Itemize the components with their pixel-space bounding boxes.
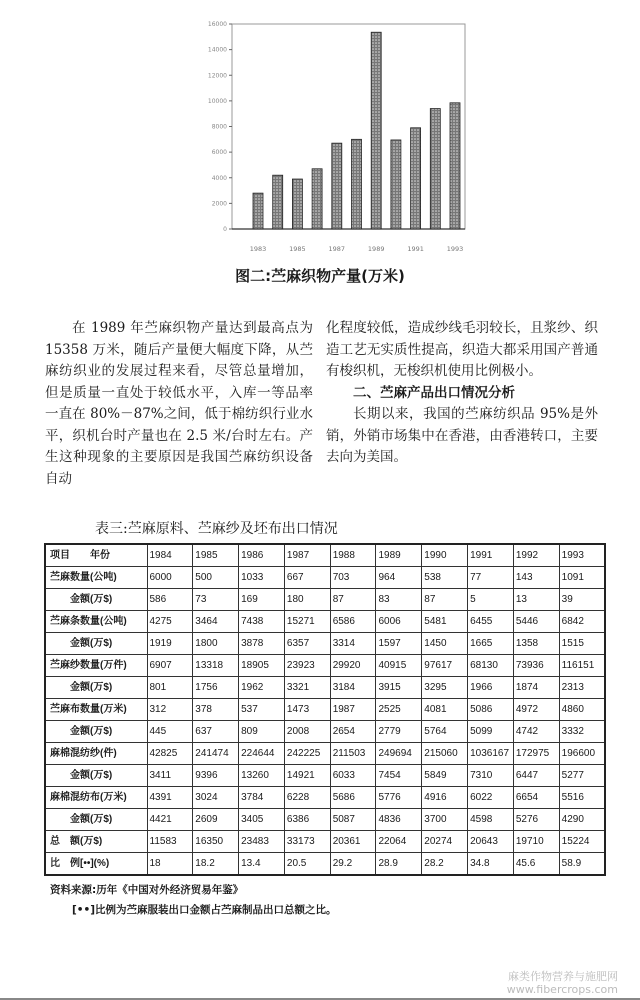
export-table [44, 543, 606, 876]
table-cell: 1515 [559, 633, 605, 655]
row-label: 金额(万$) [45, 633, 147, 655]
row-label: 金额(万$) [45, 809, 147, 831]
row-label: 苎麻布数量(万米) [45, 699, 147, 721]
table-cell: 4742 [513, 721, 559, 743]
table-cell: 20274 [422, 831, 468, 853]
table-cell: 667 [284, 567, 330, 589]
table-cell: 4916 [422, 787, 468, 809]
table-cell: 4275 [147, 611, 193, 633]
table-cell: 1665 [468, 633, 514, 655]
bar-1984 [273, 175, 283, 229]
table-cell: 6455 [468, 611, 514, 633]
bar-1987 [332, 143, 342, 229]
table-cell: 18905 [239, 655, 285, 677]
table-cell: 13318 [193, 655, 239, 677]
table-cell: 77 [468, 567, 514, 589]
table-row [45, 677, 605, 699]
y-tick-label: 16000 [207, 21, 227, 28]
x-tick-label: 1991 [407, 245, 424, 253]
table-cell: 5849 [422, 765, 468, 787]
table-cell: 42825 [147, 743, 193, 765]
table-row [45, 589, 605, 611]
bar-1992 [430, 109, 440, 229]
table-source: 资料来源:历年《中国对外经济贸易年鉴》 [50, 884, 244, 896]
table-cell: 22064 [376, 831, 422, 853]
table-cell: 28.2 [422, 853, 468, 876]
table-cell: 4290 [559, 809, 605, 831]
table-cell: 3700 [422, 809, 468, 831]
table-cell: 6386 [284, 809, 330, 831]
row-label: 金额(万$) [45, 765, 147, 787]
table-cell: 143 [513, 567, 559, 589]
table-cell: 249694 [376, 743, 422, 765]
bar-1989 [371, 32, 381, 229]
table-footnote: [••]比例为苎麻服装出口金额占苎麻制品出口总额之比。 [72, 904, 337, 916]
table-cell: 40915 [376, 655, 422, 677]
bar-1986 [312, 169, 322, 229]
bar-1993 [450, 103, 460, 229]
table-cell: 6006 [376, 611, 422, 633]
table-cell: 1919 [147, 633, 193, 655]
table-cell: 97617 [422, 655, 468, 677]
table-cell: 215060 [422, 743, 468, 765]
table-cell: 11583 [147, 831, 193, 853]
table-cell: 45.6 [513, 853, 559, 876]
table-cell: 6033 [330, 765, 376, 787]
table-cell: 1036167 [468, 743, 514, 765]
table-row [45, 743, 605, 765]
column-header: 1988 [330, 544, 376, 567]
table-cell: 5099 [468, 721, 514, 743]
table-cell: 3184 [330, 677, 376, 699]
table-cell: 3784 [239, 787, 285, 809]
table-cell: 1874 [513, 677, 559, 699]
row-label: 金额(万$) [45, 721, 147, 743]
bar-1988 [352, 139, 362, 229]
table-cell: 7310 [468, 765, 514, 787]
y-tick-label: 0 [223, 226, 227, 233]
left-column-text [45, 318, 313, 490]
column-header: 1992 [513, 544, 559, 567]
table-cell: 7454 [376, 765, 422, 787]
table-cell: 3405 [239, 809, 285, 831]
table-cell: 538 [422, 567, 468, 589]
table-cell: 224644 [239, 743, 285, 765]
column-header: 1986 [239, 544, 285, 567]
table-caption: 表三:苎麻原料、苎麻纱及坯布出口情况 [95, 521, 338, 537]
table-cell: 14921 [284, 765, 330, 787]
x-tick-label: 1985 [289, 245, 306, 253]
table-cell: 116151 [559, 655, 605, 677]
table-cell: 23483 [239, 831, 285, 853]
table-cell: 1597 [376, 633, 422, 655]
fabric-output-bar-chart [180, 0, 480, 260]
bar-1991 [411, 128, 421, 229]
table-cell: 18 [147, 853, 193, 876]
table-cell: 4391 [147, 787, 193, 809]
table-row [45, 765, 605, 787]
table-cell: 29920 [330, 655, 376, 677]
table-cell: 1756 [193, 677, 239, 699]
table-cell: 6022 [468, 787, 514, 809]
row-label: 金额(万$) [45, 589, 147, 611]
table-cell: 2008 [284, 721, 330, 743]
column-header: 1985 [193, 544, 239, 567]
watermark-line: 麻类作物营养与施肥网 [508, 970, 618, 983]
y-tick-label: 2000 [211, 200, 227, 208]
y-tick-label: 6000 [211, 149, 227, 157]
table-cell: 703 [330, 567, 376, 589]
table-cell: 20.5 [284, 853, 330, 876]
table-cell: 1962 [239, 677, 285, 699]
table-row [45, 611, 605, 633]
table-cell: 637 [193, 721, 239, 743]
table-cell: 15271 [284, 611, 330, 633]
table-cell: 5764 [422, 721, 468, 743]
table-cell: 87 [330, 589, 376, 611]
table-row [45, 787, 605, 809]
y-tick-label: 12000 [207, 72, 227, 80]
table-cell: 378 [193, 699, 239, 721]
table-row [45, 567, 605, 589]
table-cell: 20643 [468, 831, 514, 853]
table-cell: 2654 [330, 721, 376, 743]
table-row [45, 809, 605, 831]
row-label: 苎麻数量(公吨) [45, 567, 147, 589]
table-cell: 34.8 [468, 853, 514, 876]
table-cell: 6447 [513, 765, 559, 787]
table-cell: 5086 [468, 699, 514, 721]
table-cell: 13260 [239, 765, 285, 787]
table-cell: 1987 [330, 699, 376, 721]
table-cell: 180 [284, 589, 330, 611]
table-cell: 6000 [147, 567, 193, 589]
table-cell: 23923 [284, 655, 330, 677]
table-row [45, 655, 605, 677]
table-cell: 6586 [330, 611, 376, 633]
table-cell: 3878 [239, 633, 285, 655]
table-cell: 1091 [559, 567, 605, 589]
table-cell: 3464 [193, 611, 239, 633]
paragraph: 在 1989 年苎麻织物产量达到最高点为15358 万米，随后产量便大幅度下降，从苎麻纺织业的发展过程来看，尽管总量增加，但是质量一直处于较低水平，入库一等品率一直在 80%－87%之间，低于棉纺织行业水平，织机台时产量也在 2.5 米/台时左右。产生这种现象的主要原因是我国苎麻纺织设备自动 [45, 320, 313, 487]
x-tick-label: 1993 [446, 245, 464, 253]
table-cell: 6357 [284, 633, 330, 655]
chart-caption: 图二:苎麻织物产量(万米) [235, 267, 405, 285]
column-header: 1984 [147, 544, 193, 567]
column-header: 1993 [559, 544, 605, 567]
row-label: 苎麻纱数量(万件) [45, 655, 147, 677]
table-cell: 3314 [330, 633, 376, 655]
x-tick-label: 1987 [328, 245, 346, 253]
table-cell: 13 [513, 589, 559, 611]
table-cell: 2609 [193, 809, 239, 831]
table-cell: 3295 [422, 677, 468, 699]
y-tick-label: 4000 [211, 174, 227, 182]
table-cell: 4860 [559, 699, 605, 721]
table-cell: 6907 [147, 655, 193, 677]
table-cell: 6228 [284, 787, 330, 809]
table-cell: 312 [147, 699, 193, 721]
table-cell: 1800 [193, 633, 239, 655]
table-cell: 242225 [284, 743, 330, 765]
table-cell: 28.9 [376, 853, 422, 876]
table-cell: 39 [559, 589, 605, 611]
bar-1985 [292, 179, 302, 229]
table-cell: 68130 [468, 655, 514, 677]
table-cell: 2525 [376, 699, 422, 721]
table-cell: 2313 [559, 677, 605, 699]
watermark-line: www.fibercrops.com [506, 983, 618, 996]
table-cell: 19710 [513, 831, 559, 853]
y-tick-label: 14000 [207, 46, 227, 54]
table-cell: 3024 [193, 787, 239, 809]
table-cell: 1966 [468, 677, 514, 699]
table-cell: 9396 [193, 765, 239, 787]
table-cell: 5481 [422, 611, 468, 633]
row-label: 麻棉混纺纱(件) [45, 743, 147, 765]
table-cell: 3411 [147, 765, 193, 787]
x-tick-label: 1989 [367, 245, 385, 253]
y-tick-label: 10000 [207, 97, 227, 105]
table-cell: 13.4 [239, 853, 285, 876]
watermark [507, 970, 618, 996]
table-row [45, 853, 605, 876]
table-cell: 5087 [330, 809, 376, 831]
table-cell: 5276 [513, 809, 559, 831]
table-cell: 4081 [422, 699, 468, 721]
table-cell: 172975 [513, 743, 559, 765]
bar-1983 [253, 193, 263, 229]
table-cell: 3915 [376, 677, 422, 699]
table-cell: 196600 [559, 743, 605, 765]
table-cell: 4598 [468, 809, 514, 831]
table-cell: 5 [468, 589, 514, 611]
table-cell: 7438 [239, 611, 285, 633]
table-cell: 801 [147, 677, 193, 699]
table-cell: 83 [376, 589, 422, 611]
row-label: 苎麻条数量(公吨) [45, 611, 147, 633]
table-row [45, 699, 605, 721]
table-cell: 1473 [284, 699, 330, 721]
x-tick-label: 1983 [249, 245, 267, 253]
table-cell: 3332 [559, 721, 605, 743]
paragraph: 化程度较低，造成纱线毛羽较长，且浆纱、织造工艺无实质性提高，织造大都采用国产普通有梭织机，无梭织机使用比例极小。 [326, 320, 598, 379]
column-header: 项目 年份 [45, 544, 147, 567]
table-cell: 6654 [513, 787, 559, 809]
paragraph: 长期以来，我国的苎麻纺织品 95%是外销，外销市场集中在香港，由香港转口，主要去向为美国。 [326, 406, 598, 465]
table-cell: 73936 [513, 655, 559, 677]
table-cell: 5776 [376, 787, 422, 809]
table-cell: 58.9 [559, 853, 605, 876]
table-cell: 1450 [422, 633, 468, 655]
row-label: 金额(万$) [45, 677, 147, 699]
right-column-text [326, 318, 598, 469]
bar-1990 [391, 140, 401, 229]
table-cell: 2779 [376, 721, 422, 743]
table-row [45, 831, 605, 853]
row-label: 比 例[••](%) [45, 853, 147, 876]
table-cell: 5516 [559, 787, 605, 809]
table-cell: 809 [239, 721, 285, 743]
table-cell: 211503 [330, 743, 376, 765]
table-row [45, 633, 605, 655]
table-cell: 4421 [147, 809, 193, 831]
table-cell: 1358 [513, 633, 559, 655]
table-cell: 586 [147, 589, 193, 611]
table-cell: 33173 [284, 831, 330, 853]
table-cell: 5277 [559, 765, 605, 787]
table-cell: 445 [147, 721, 193, 743]
table-cell: 4836 [376, 809, 422, 831]
table-cell: 1033 [239, 567, 285, 589]
table-cell: 6842 [559, 611, 605, 633]
table-cell: 87 [422, 589, 468, 611]
table-cell: 241474 [193, 743, 239, 765]
table-cell: 537 [239, 699, 285, 721]
table-cell: 15224 [559, 831, 605, 853]
table-cell: 20361 [330, 831, 376, 853]
table-cell: 16350 [193, 831, 239, 853]
table-cell: 5446 [513, 611, 559, 633]
table-cell: 29.2 [330, 853, 376, 876]
y-tick-label: 8000 [211, 123, 227, 131]
table-cell: 4972 [513, 699, 559, 721]
row-label: 麻棉混纺布(万米) [45, 787, 147, 809]
table-cell: 3321 [284, 677, 330, 699]
column-header: 1990 [422, 544, 468, 567]
row-label: 总 额(万$) [45, 831, 147, 853]
column-header: 1989 [376, 544, 422, 567]
table-cell: 169 [239, 589, 285, 611]
column-header: 1991 [468, 544, 514, 567]
section-heading: 二、苎麻产品出口情况分析 [353, 384, 515, 401]
column-header: 1987 [284, 544, 330, 567]
table-cell: 18.2 [193, 853, 239, 876]
table-block [44, 543, 606, 918]
table-cell: 5686 [330, 787, 376, 809]
table-cell: 964 [376, 567, 422, 589]
table-cell: 500 [193, 567, 239, 589]
table-row [45, 721, 605, 743]
table-header-row [45, 544, 605, 567]
table-cell: 73 [193, 589, 239, 611]
